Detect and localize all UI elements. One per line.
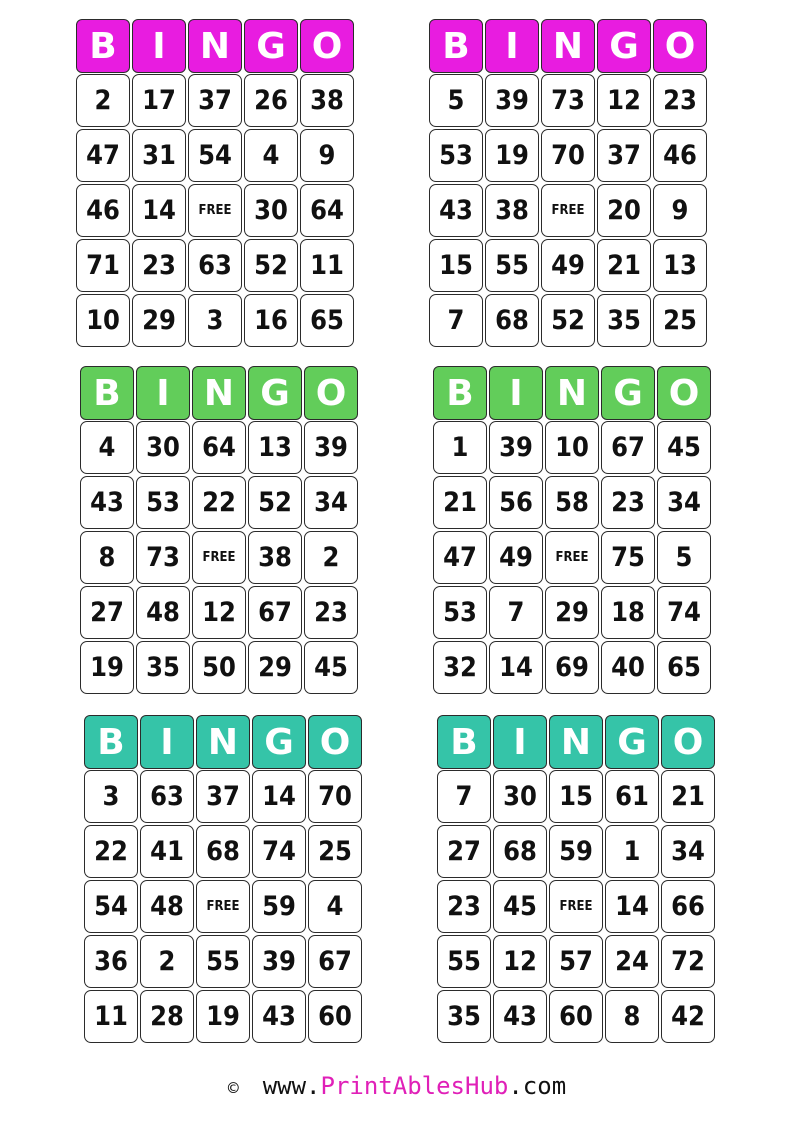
bingo-number-cell: 9 — [653, 184, 707, 237]
free-space: FREE — [545, 531, 599, 584]
bingo-number-cell: 21 — [661, 770, 715, 823]
bingo-header-letter: B — [84, 715, 138, 769]
bingo-grid — [429, 74, 707, 347]
bingo-number-cell: 8 — [80, 531, 134, 584]
bingo-header-letter: B — [437, 715, 491, 769]
bingo-number-cell: 67 — [308, 935, 362, 988]
url-suffix: .com — [508, 1072, 567, 1100]
bingo-number-cell: 49 — [541, 239, 595, 292]
bingo-number-cell: 52 — [541, 294, 595, 347]
bingo-number-cell: 21 — [433, 476, 487, 529]
bingo-card — [433, 366, 711, 694]
bingo-number-cell: 68 — [493, 825, 547, 878]
bingo-header-letter: N — [192, 366, 246, 420]
bingo-header-letter: G — [605, 715, 659, 769]
bingo-number-cell: 57 — [549, 935, 603, 988]
bingo-number-cell: 49 — [489, 531, 543, 584]
bingo-number-cell: 64 — [300, 184, 354, 237]
bingo-number-cell: 38 — [248, 531, 302, 584]
free-space: FREE — [196, 880, 250, 933]
bingo-number-cell: 68 — [485, 294, 539, 347]
bingo-number-cell: 63 — [140, 770, 194, 823]
bingo-number-cell: 2 — [140, 935, 194, 988]
bingo-number-cell: 2 — [304, 531, 358, 584]
bingo-number-cell: 14 — [605, 880, 659, 933]
bingo-card — [429, 19, 707, 347]
bingo-number-cell: 35 — [597, 294, 651, 347]
bingo-number-cell: 30 — [244, 184, 298, 237]
bingo-number-cell: 22 — [192, 476, 246, 529]
bingo-number-cell: 37 — [597, 129, 651, 182]
bingo-number-cell: 32 — [433, 641, 487, 694]
bingo-number-cell: 7 — [437, 770, 491, 823]
bingo-number-cell: 12 — [597, 74, 651, 127]
bingo-number-cell: 19 — [196, 990, 250, 1043]
bingo-number-cell: 12 — [493, 935, 547, 988]
bingo-header-letter: G — [601, 366, 655, 420]
bingo-number-cell: 29 — [248, 641, 302, 694]
bingo-number-cell: 71 — [76, 239, 130, 292]
bingo-number-cell: 66 — [661, 880, 715, 933]
bingo-number-cell: 65 — [657, 641, 711, 694]
bingo-number-cell: 69 — [545, 641, 599, 694]
brand-name: PrintAblesHub — [320, 1072, 509, 1100]
bingo-header-letter: B — [80, 366, 134, 420]
bingo-number-cell: 67 — [248, 586, 302, 639]
bingo-number-cell: 1 — [433, 421, 487, 474]
bingo-header-letter: O — [653, 19, 707, 73]
bingo-number-cell: 4 — [80, 421, 134, 474]
bingo-header-letter: O — [308, 715, 362, 769]
bingo-number-cell: 40 — [601, 641, 655, 694]
bingo-number-cell: 10 — [545, 421, 599, 474]
bingo-number-cell: 43 — [493, 990, 547, 1043]
bingo-number-cell: 70 — [541, 129, 595, 182]
bingo-number-cell: 19 — [485, 129, 539, 182]
bingo-number-cell: 43 — [80, 476, 134, 529]
bingo-header-letter: G — [244, 19, 298, 73]
bingo-number-cell: 23 — [601, 476, 655, 529]
bingo-number-cell: 31 — [132, 129, 186, 182]
bingo-number-cell: 52 — [244, 239, 298, 292]
bingo-number-cell: 35 — [437, 990, 491, 1043]
bingo-number-cell: 2 — [76, 74, 130, 127]
bingo-number-cell: 10 — [76, 294, 130, 347]
bingo-header-letter: N — [549, 715, 603, 769]
bingo-number-cell: 53 — [433, 586, 487, 639]
bingo-number-cell: 22 — [84, 825, 138, 878]
bingo-number-cell: 55 — [485, 239, 539, 292]
bingo-number-cell: 54 — [84, 880, 138, 933]
bingo-number-cell: 3 — [188, 294, 242, 347]
bingo-header — [437, 715, 715, 769]
bingo-number-cell: 65 — [300, 294, 354, 347]
free-space: FREE — [541, 184, 595, 237]
bingo-number-cell: 34 — [657, 476, 711, 529]
bingo-number-cell: 7 — [429, 294, 483, 347]
bingo-number-cell: 9 — [300, 129, 354, 182]
bingo-number-cell: 26 — [244, 74, 298, 127]
bingo-number-cell: 47 — [76, 129, 130, 182]
bingo-number-cell: 43 — [429, 184, 483, 237]
bingo-number-cell: 72 — [661, 935, 715, 988]
bingo-grid — [80, 421, 358, 694]
bingo-header-letter: I — [489, 366, 543, 420]
bingo-number-cell: 23 — [437, 880, 491, 933]
bingo-number-cell: 46 — [76, 184, 130, 237]
bingo-header — [80, 366, 358, 420]
bingo-number-cell: 7 — [489, 586, 543, 639]
bingo-header-letter: I — [493, 715, 547, 769]
bingo-number-cell: 8 — [605, 990, 659, 1043]
bingo-header-letter: O — [304, 366, 358, 420]
bingo-number-cell: 75 — [601, 531, 655, 584]
bingo-header — [429, 19, 707, 73]
bingo-number-cell: 48 — [136, 586, 190, 639]
bingo-number-cell: 29 — [545, 586, 599, 639]
bingo-number-cell: 25 — [308, 825, 362, 878]
bingo-number-cell: 14 — [132, 184, 186, 237]
bingo-number-cell: 67 — [601, 421, 655, 474]
bingo-number-cell: 43 — [252, 990, 306, 1043]
bingo-number-cell: 13 — [248, 421, 302, 474]
bingo-number-cell: 14 — [252, 770, 306, 823]
bingo-number-cell: 29 — [132, 294, 186, 347]
bingo-number-cell: 20 — [597, 184, 651, 237]
bingo-number-cell: 56 — [489, 476, 543, 529]
bingo-number-cell: 17 — [132, 74, 186, 127]
bingo-number-cell: 21 — [597, 239, 651, 292]
bingo-number-cell: 15 — [549, 770, 603, 823]
bingo-number-cell: 27 — [80, 586, 134, 639]
bingo-number-cell: 55 — [196, 935, 250, 988]
bingo-number-cell: 36 — [84, 935, 138, 988]
bingo-header-letter: O — [661, 715, 715, 769]
bingo-header-letter: O — [300, 19, 354, 73]
bingo-number-cell: 48 — [140, 880, 194, 933]
copyright-symbol: © — [227, 1078, 239, 1099]
bingo-header-letter: G — [597, 19, 651, 73]
bingo-header-letter: I — [485, 19, 539, 73]
bingo-number-cell: 45 — [493, 880, 547, 933]
bingo-number-cell: 18 — [601, 586, 655, 639]
bingo-grid — [437, 770, 715, 1043]
bingo-number-cell: 46 — [653, 129, 707, 182]
bingo-number-cell: 64 — [192, 421, 246, 474]
bingo-number-cell: 27 — [437, 825, 491, 878]
bingo-number-cell: 60 — [308, 990, 362, 1043]
bingo-number-cell: 38 — [485, 184, 539, 237]
bingo-card — [84, 715, 362, 1043]
bingo-header-letter: I — [132, 19, 186, 73]
bingo-header-letter: N — [196, 715, 250, 769]
bingo-card — [437, 715, 715, 1043]
bingo-number-cell: 53 — [429, 129, 483, 182]
bingo-header-letter: N — [545, 366, 599, 420]
bingo-grid — [84, 770, 362, 1043]
bingo-grid — [76, 74, 354, 347]
bingo-number-cell: 54 — [188, 129, 242, 182]
bingo-number-cell: 47 — [433, 531, 487, 584]
bingo-number-cell: 39 — [485, 74, 539, 127]
bingo-number-cell: 39 — [252, 935, 306, 988]
bingo-header — [84, 715, 362, 769]
bingo-number-cell: 58 — [545, 476, 599, 529]
bingo-number-cell: 35 — [136, 641, 190, 694]
bingo-number-cell: 5 — [429, 74, 483, 127]
bingo-number-cell: 16 — [244, 294, 298, 347]
bingo-number-cell: 52 — [248, 476, 302, 529]
bingo-number-cell: 15 — [429, 239, 483, 292]
bingo-number-cell: 13 — [653, 239, 707, 292]
bingo-number-cell: 74 — [657, 586, 711, 639]
bingo-number-cell: 25 — [653, 294, 707, 347]
bingo-header-letter: N — [541, 19, 595, 73]
bingo-number-cell: 19 — [80, 641, 134, 694]
bingo-header-letter: G — [252, 715, 306, 769]
bingo-card — [76, 19, 354, 347]
bingo-number-cell: 4 — [308, 880, 362, 933]
bingo-number-cell: 38 — [300, 74, 354, 127]
bingo-number-cell: 11 — [84, 990, 138, 1043]
free-space: FREE — [549, 880, 603, 933]
bingo-number-cell: 59 — [252, 880, 306, 933]
bingo-number-cell: 45 — [304, 641, 358, 694]
bingo-number-cell: 34 — [304, 476, 358, 529]
bingo-number-cell: 23 — [653, 74, 707, 127]
bingo-number-cell: 61 — [605, 770, 659, 823]
bingo-header-letter: N — [188, 19, 242, 73]
bingo-number-cell: 14 — [489, 641, 543, 694]
bingo-number-cell: 53 — [136, 476, 190, 529]
bingo-header-letter: B — [76, 19, 130, 73]
bingo-number-cell: 73 — [541, 74, 595, 127]
free-space: FREE — [192, 531, 246, 584]
url-prefix: www. — [262, 1072, 321, 1100]
bingo-number-cell: 50 — [192, 641, 246, 694]
bingo-number-cell: 55 — [437, 935, 491, 988]
bingo-header-letter: I — [136, 366, 190, 420]
bingo-number-cell: 12 — [192, 586, 246, 639]
bingo-number-cell: 59 — [549, 825, 603, 878]
bingo-number-cell: 42 — [661, 990, 715, 1043]
bingo-number-cell: 39 — [489, 421, 543, 474]
bingo-number-cell: 34 — [661, 825, 715, 878]
bingo-number-cell: 1 — [605, 825, 659, 878]
bingo-number-cell: 60 — [549, 990, 603, 1043]
footer-credit — [0, 1072, 794, 1100]
bingo-number-cell: 37 — [188, 74, 242, 127]
bingo-number-cell: 24 — [605, 935, 659, 988]
bingo-header-letter: I — [140, 715, 194, 769]
bingo-number-cell: 23 — [304, 586, 358, 639]
bingo-header — [433, 366, 711, 420]
bingo-number-cell: 3 — [84, 770, 138, 823]
bingo-number-cell: 28 — [140, 990, 194, 1043]
bingo-number-cell: 73 — [136, 531, 190, 584]
free-space: FREE — [188, 184, 242, 237]
bingo-grid — [433, 421, 711, 694]
bingo-number-cell: 41 — [140, 825, 194, 878]
bingo-header-letter: B — [433, 366, 487, 420]
bingo-number-cell: 37 — [196, 770, 250, 823]
bingo-number-cell: 74 — [252, 825, 306, 878]
bingo-card — [80, 366, 358, 694]
bingo-number-cell: 11 — [300, 239, 354, 292]
bingo-number-cell: 63 — [188, 239, 242, 292]
bingo-number-cell: 4 — [244, 129, 298, 182]
bingo-number-cell: 45 — [657, 421, 711, 474]
bingo-number-cell: 5 — [657, 531, 711, 584]
bingo-number-cell: 68 — [196, 825, 250, 878]
bingo-number-cell: 39 — [304, 421, 358, 474]
bingo-header — [76, 19, 354, 73]
bingo-header-letter: B — [429, 19, 483, 73]
bingo-number-cell: 30 — [493, 770, 547, 823]
bingo-number-cell: 30 — [136, 421, 190, 474]
bingo-header-letter: O — [657, 366, 711, 420]
bingo-number-cell: 70 — [308, 770, 362, 823]
bingo-number-cell: 23 — [132, 239, 186, 292]
bingo-header-letter: G — [248, 366, 302, 420]
